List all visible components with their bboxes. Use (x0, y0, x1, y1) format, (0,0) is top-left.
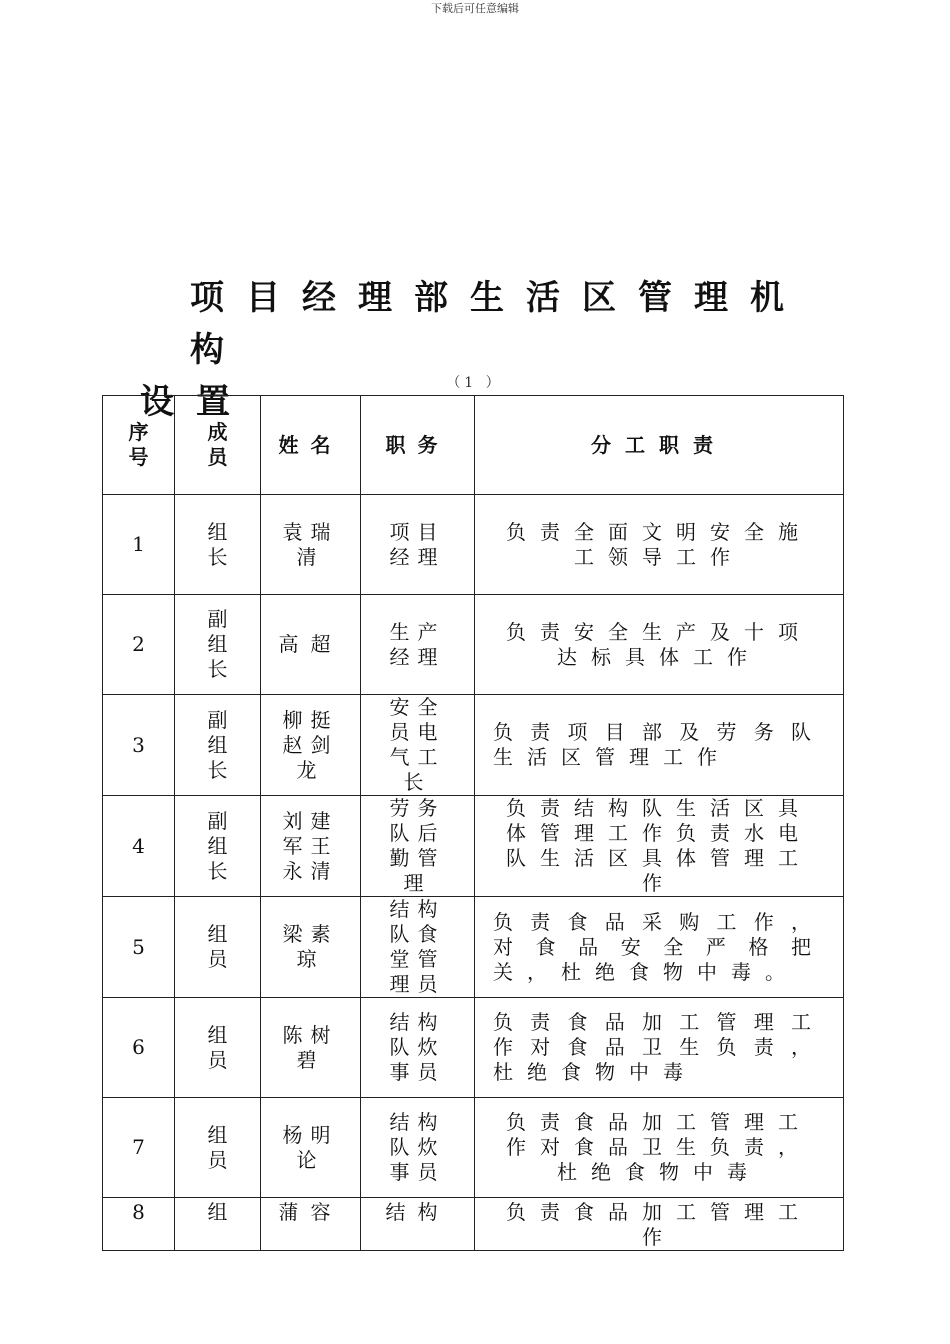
cell-post: 项目经理 (361, 495, 475, 595)
cell-duty: 负责安全生产及十项达标具体工作 (475, 595, 844, 695)
cell-post: 安全员电气工长 (361, 695, 475, 796)
cell-name: 杨明论 (261, 1098, 361, 1198)
table-row (103, 1098, 844, 1198)
cell-role: 副组长 (175, 695, 261, 796)
page-number: （1 ） (446, 375, 504, 391)
cell-duty: 负责结构队生活区具体管理工作负责水电队生活区具体管理工作 (475, 796, 844, 897)
cell-post: 结构 (361, 1198, 475, 1251)
table-row (103, 1198, 844, 1251)
title-line-2: 设置 (140, 382, 252, 422)
cell-role: 组长 (175, 495, 261, 595)
table-row (103, 897, 844, 998)
cell-no: 7 (103, 1098, 175, 1198)
cell-duty: 负责食品加工管理工作对食品卫生负责，杜绝食物中毒 (475, 1098, 844, 1198)
cell-post: 结构队炊事员 (361, 1098, 475, 1198)
cell-role: 副组长 (175, 595, 261, 695)
cell-post: 结构队食堂管理员 (361, 897, 475, 998)
cell-no: 2 (103, 595, 175, 695)
cell-duty: 负责全面文明安全施工领导工作 (475, 495, 844, 595)
cell-role: 组员 (175, 897, 261, 998)
cell-name: 高超 (261, 595, 361, 695)
table-row (103, 495, 844, 595)
table-row (103, 695, 844, 796)
cell-role: 组员 (175, 1098, 261, 1198)
organization-table (102, 395, 844, 1251)
table-row (103, 595, 844, 695)
table-row (103, 998, 844, 1098)
cell-role: 组员 (175, 998, 261, 1098)
cell-role: 副组长 (175, 796, 261, 897)
header-note: 下载后可任意编辑 (431, 2, 519, 15)
header-role: 成员 (175, 396, 261, 495)
title-line-1: 项目经理部生活区管理机构 (190, 278, 806, 370)
cell-no: 5 (103, 897, 175, 998)
cell-name: 柳挺赵剑龙 (261, 695, 361, 796)
header-no: 序号 (103, 396, 175, 495)
cell-name: 蒲容 (261, 1198, 361, 1251)
table-header-row (103, 396, 844, 495)
cell-post: 劳务队后勤管理 (361, 796, 475, 897)
cell-name: 梁素琼 (261, 897, 361, 998)
cell-no: 3 (103, 695, 175, 796)
cell-no: 8 (103, 1198, 175, 1251)
cell-duty: 负责食品加工管理工作 (475, 1198, 844, 1251)
header-post: 职务 (361, 396, 475, 495)
header-duty: 分工职责 (475, 396, 844, 495)
cell-duty: 负责项目部及劳务队生活区管理工作 (475, 695, 844, 796)
cell-no: 4 (103, 796, 175, 897)
header-name: 姓名 (261, 396, 361, 495)
cell-name: 陈树碧 (261, 998, 361, 1098)
cell-duty: 负责食品采购工作，对食品安全严格把关，杜绝食物中毒。 (475, 897, 844, 998)
cell-no: 1 (103, 495, 175, 595)
cell-role: 组 (175, 1198, 261, 1251)
cell-duty: 负责食品加工管理工作对食品卫生负责，杜绝食物中毒 (475, 998, 844, 1098)
cell-name: 袁瑞清 (261, 495, 361, 595)
cell-name: 刘建军王永清 (261, 796, 361, 897)
cell-no: 6 (103, 998, 175, 1098)
table-row (103, 796, 844, 897)
cell-post: 生产经理 (361, 595, 475, 695)
cell-post: 结构队炊事员 (361, 998, 475, 1098)
